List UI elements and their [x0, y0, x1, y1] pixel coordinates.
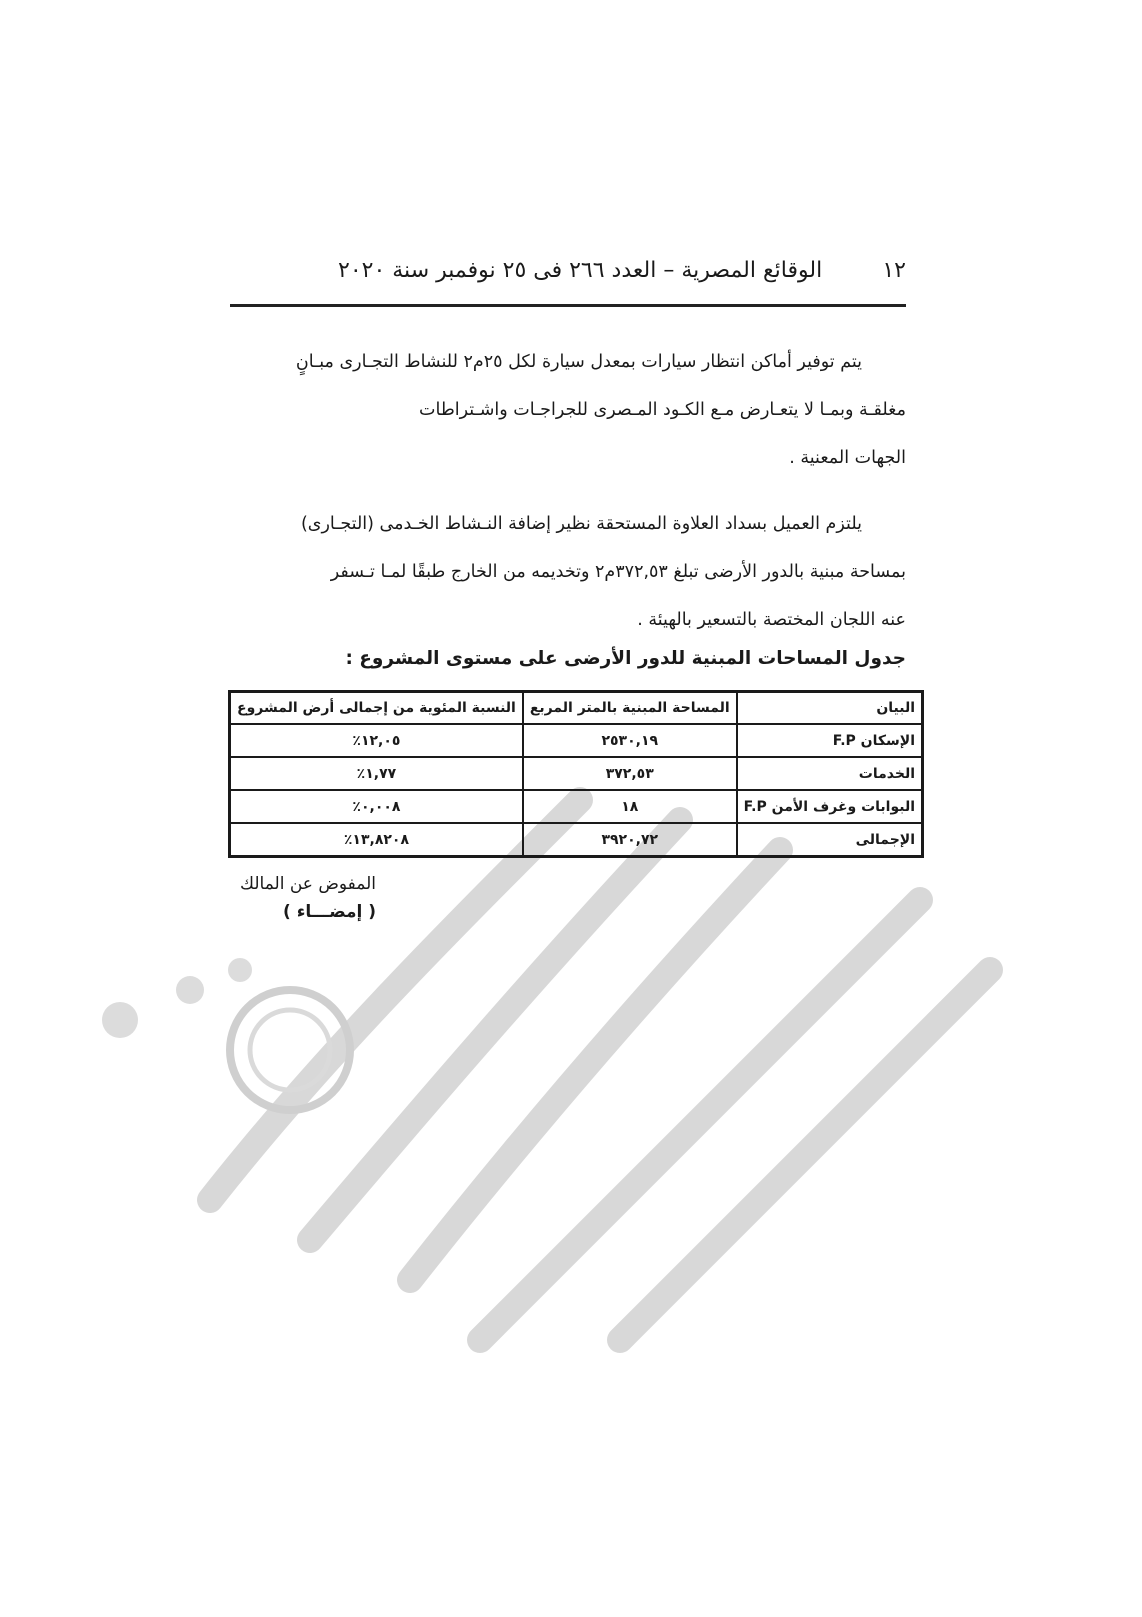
cell-area: ٢٥٣٠,١٩ [523, 724, 737, 757]
cell-percent: ١,٧٧٪ [230, 757, 523, 790]
paragraph-fees [226, 500, 906, 644]
paragraph-line: الجهات المعنية . [789, 448, 906, 468]
column-header-percent: النسبة المئوية من إجمالى أرض المشروع [230, 692, 523, 725]
table-row [230, 757, 923, 790]
table-title: جدول المساحات المبنية للدور الأرضى على مستوى المشروع : [345, 648, 906, 669]
cell-percent: ١٢,٠٥٪ [230, 724, 523, 757]
cell-item: الإجمالى [737, 823, 923, 857]
built-areas-table [228, 690, 924, 858]
column-header-item: البيان [737, 692, 923, 725]
cell-item: البوابات وغرف الأمن F.P [737, 790, 923, 823]
header-divider [230, 304, 906, 307]
table-header-row [230, 692, 923, 725]
signatory-role: المفوض عن المالك [240, 874, 376, 894]
cell-item: الخدمات [737, 757, 923, 790]
gazette-title: الوقائع المصرية – العدد ٢٦٦ فى ٢٥ نوفمبر سنة ٢٠٢٠ [338, 258, 823, 283]
paragraph-line: مغلقـة وبمـا لا يتعـارض مـع الكـود المـصرى للجراجـات واشـتراطات [419, 400, 906, 420]
paragraph-line: بمساحة مبنية بالدور الأرضى تبلغ ٣٧٢,٥٣م٢ وتخديمه من الخارج طبقًا لمـا تـسفر [330, 562, 906, 582]
table-row [230, 790, 923, 823]
signature-block [236, 874, 376, 922]
cell-percent: ٠,٠٠٨٪ [230, 790, 523, 823]
paragraph-line: يتم توفير أماكن انتظار سيارات بمعدل سيارة لكل ٢٥م٢ للنشاط التجـارى مبـانٍ [295, 352, 862, 372]
cell-area: ١٨ [523, 790, 737, 823]
paragraph-line: يلتزم العميل بسداد العلاوة المستحقة نظير إضافة النـشاط الخـدمى (التجـارى) [300, 514, 862, 534]
page-number: ١٢ [882, 258, 906, 283]
signature-label: ( إمضـــاء ) [283, 902, 376, 922]
column-header-area: المساحة المبنية بالمتر المربع [523, 692, 737, 725]
cell-area: ٣٩٢٠,٧٢ [523, 823, 737, 857]
table-row [230, 823, 923, 857]
cell-item: الإسكان F.P [737, 724, 923, 757]
table-row [230, 724, 923, 757]
cell-percent: ١٣,٨٢٠٨٪ [230, 823, 523, 857]
paragraph-parking [226, 338, 906, 482]
page-header [230, 258, 906, 294]
cell-area: ٣٧٢,٥٣ [523, 757, 737, 790]
paragraph-line: عنه اللجان المختصة بالتسعير بالهيئة . [637, 610, 906, 630]
